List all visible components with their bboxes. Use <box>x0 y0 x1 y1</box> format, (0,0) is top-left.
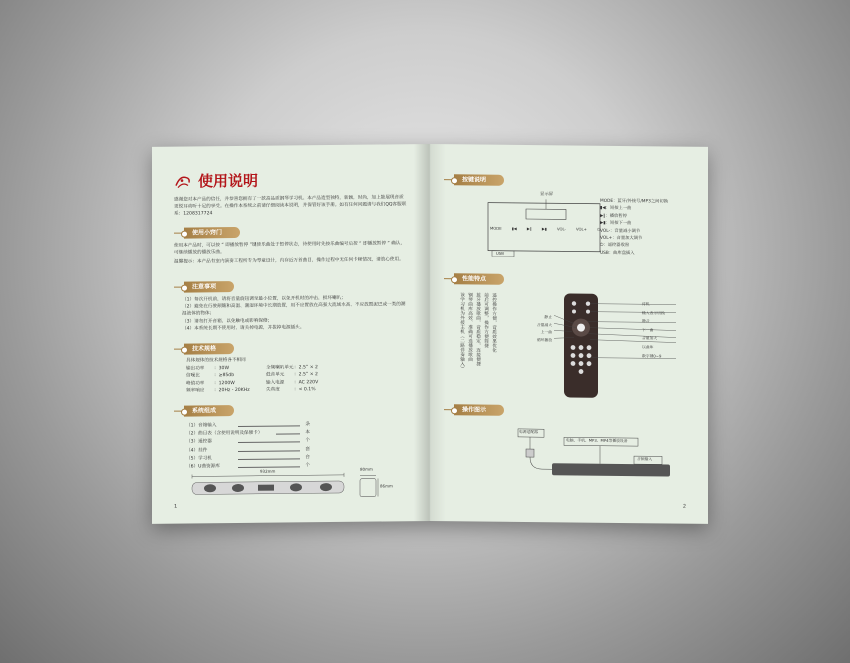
spec-value: ：30W <box>214 365 229 371</box>
page-number: 2 <box>682 503 686 510</box>
brand-logo-icon <box>174 173 192 189</box>
notes-item: （4）本系统长期不使用时，请关掉电源，并拔掉电源插头。 <box>182 325 305 332</box>
section-heading-features <box>444 273 504 285</box>
component-qty: 套 <box>305 446 310 452</box>
key-legend-item: MODE：蓝牙/外接号/MP3之间切换 <box>600 198 669 205</box>
components-list <box>186 421 310 471</box>
section-heading-label: 技术规格 <box>184 343 234 355</box>
remote-label: 静止 <box>544 314 552 320</box>
dimension-depth: 80mm <box>360 466 373 472</box>
operation-diagram <box>516 423 676 485</box>
panel-button-row <box>490 225 600 233</box>
component-qty: 个 <box>305 463 310 469</box>
remote-label: 循环播放 <box>536 336 552 343</box>
feature-text-column: 钢琴曲库高效、准确可选播放歌曲 <box>467 292 473 362</box>
spec-value: ：< 0.1% <box>294 387 316 393</box>
remote-left-labels <box>514 313 552 344</box>
key-legend-item: ▶‖：播放暂停 <box>600 213 627 219</box>
spec-key: 全频喇叭单元 <box>266 365 294 371</box>
component-name: （5）学习机 <box>186 456 212 462</box>
component-qty: 台 <box>305 455 310 461</box>
play-pause-button[interactable]: ▶‖ <box>526 226 532 232</box>
tips-text: 使用本产品时，可以按 “ 即播放暂停 ”键使乐曲处于暂停状态，待使用时先按乐曲编号后按 “ 即播放暂停 ” 确认，可继续播放的播放乐曲。 <box>174 241 406 256</box>
specs-caption: 具体规体的技术规格各不相同 <box>186 357 246 364</box>
remote-label: 数字键0~9 <box>642 352 662 358</box>
section-heading-components <box>174 405 234 417</box>
remote-label: 下一曲 <box>642 327 654 333</box>
spec-value: ：20Hz - 20KHz <box>214 388 250 394</box>
audio-input-label: 音频输入 <box>637 456 653 462</box>
spec-key: 输出功率 <box>186 365 205 372</box>
remote-right-labels <box>642 300 665 360</box>
key-legend-item: VOL-：音量减小调节 <box>600 228 641 234</box>
remote-label: 上一曲 <box>540 329 552 335</box>
dimension-width: 932mm <box>260 468 276 474</box>
feature-text-column: 该学习机为外接主机（二路伴奏输入） <box>459 292 465 371</box>
page-number: 1 <box>174 503 178 510</box>
key-legend-item: ▮◀：短按上一曲 <box>600 206 632 212</box>
feature-text-column: 前后可调整，操作方便简捷 <box>483 292 489 348</box>
power-button[interactable]: ⏻ <box>596 226 600 232</box>
spec-key: 失真度 <box>266 387 280 394</box>
components-item <box>186 462 310 471</box>
volume-up-button[interactable]: VOL+ <box>576 226 587 232</box>
spec-key: 信噪比 <box>186 373 200 379</box>
key-legend-item: USB：曲库盘插入 <box>600 250 635 256</box>
notes-item: （1）每次开机前，请将音量旋钮调至最小位置，以免开机时的冲击，损坏喇叭； <box>182 295 346 303</box>
spec-value: ：≥85db <box>214 373 235 379</box>
display-label: 显示屏 <box>540 192 554 198</box>
key-legend-item: VOL+：音量加大调节 <box>600 235 643 242</box>
feature-text-column: 遥控操作方便，音质效果优化 <box>491 292 497 353</box>
section-heading-label: 使用小窍门 <box>184 227 240 239</box>
spec-value: ：AC 220V <box>294 379 319 386</box>
section-heading-keys <box>444 174 504 186</box>
remote-label: 输入表示切换 <box>642 309 665 316</box>
usb-label: USB <box>496 250 504 256</box>
section-heading-tips <box>174 227 240 239</box>
page-title: 使用说明 <box>198 171 259 191</box>
spec-key: 低音单元 <box>266 372 285 378</box>
spec-value: ：2.5” × 2 <box>294 372 318 378</box>
prev-button[interactable]: ▮◀ <box>511 225 517 231</box>
spec-key: 频率响应 <box>186 388 205 394</box>
mode-button[interactable]: MODE <box>490 225 502 231</box>
remote-label: 待机 <box>642 301 650 307</box>
key-legend <box>600 198 704 258</box>
adapter-label: 电源适配器 <box>519 428 538 435</box>
spec-value: ：2.5” × 2 <box>294 364 318 371</box>
notes-item: （2）避免在行驶颠簸和高温、潮湿环境中长期放置，用不应置放在高强大流域水高、不应放置泥巴或一类的潮湿液体的物体； <box>182 302 406 318</box>
next-button[interactable]: ▶▮ <box>541 226 547 232</box>
volume-down-button[interactable]: VOL- <box>556 226 566 232</box>
component-qty: 条 <box>305 422 310 428</box>
section-heading-label: 注意事项 <box>184 281 234 293</box>
key-legend-item: ⏻：遥控器收窗 <box>600 243 630 249</box>
spec-value: ：1200W <box>214 380 235 387</box>
remote-label: 静音 <box>642 318 650 324</box>
component-name: （6）U曲资源库 <box>186 464 220 470</box>
component-name: （4）挂件 <box>186 447 208 454</box>
feature-text-column: 蓝牙播放歌曲，音质稳定，连接便捷 <box>475 292 481 367</box>
component-name: （2）曲目表（含使用说明及保修卡） <box>186 430 263 437</box>
tips-note: 温馨提示：本产品有室内演奏工程所专为琴童设计，内存近万首曲目，操作过程中无任何卡顿情况，请放心使用。 <box>174 257 404 265</box>
title-block <box>174 170 258 192</box>
open-brochure <box>152 144 708 521</box>
section-heading-specs <box>174 343 234 355</box>
section-heading-label: 按键说明 <box>454 174 504 186</box>
spec-key: 峰值功率 <box>186 381 205 387</box>
section-heading-operation <box>444 404 504 416</box>
notes-list <box>182 294 408 332</box>
specs-row <box>186 387 318 396</box>
component-name: （1）音箱输入 <box>186 423 217 429</box>
right-page <box>430 144 708 524</box>
section-heading-label: 系统组成 <box>184 405 234 417</box>
component-qty: 个 <box>305 438 310 444</box>
section-heading-label: 性能特点 <box>454 273 504 285</box>
remote-label: 音量加大 <box>642 335 658 341</box>
key-legend-item: ▶▮：短按下一曲 <box>600 220 632 227</box>
specs-table <box>186 356 318 395</box>
intro-paragraph: 感谢您对本产品的信任，并恭喜您拥有了一款高品质钢琴学习机。本产品造型独特，新颖，时尚，加上能展现音质更悦耳动听十足的享受。在操作本系统之前请仔细阅读本说明，并保管好该手册。如有任何问题请与我们QQ客服联系：1208317724 <box>174 195 407 217</box>
section-heading-notes <box>174 281 234 293</box>
source-device-label: 电脑、手机、MP3、MP4等播放设备 <box>566 437 628 444</box>
component-qty: 本 <box>305 430 310 436</box>
remote-label: 音量减大 <box>536 321 552 327</box>
left-page <box>152 144 430 524</box>
dimension-height: 86mm <box>380 483 393 489</box>
notes-item: （3）请勿打开音箱，以免触电或影响保修； <box>182 318 273 325</box>
section-heading-label: 操作图示 <box>454 404 504 416</box>
remote-label: 以曲库 <box>642 344 654 350</box>
component-name: （3）遥控器 <box>186 439 212 445</box>
spec-key: 输入电源 <box>266 380 285 386</box>
